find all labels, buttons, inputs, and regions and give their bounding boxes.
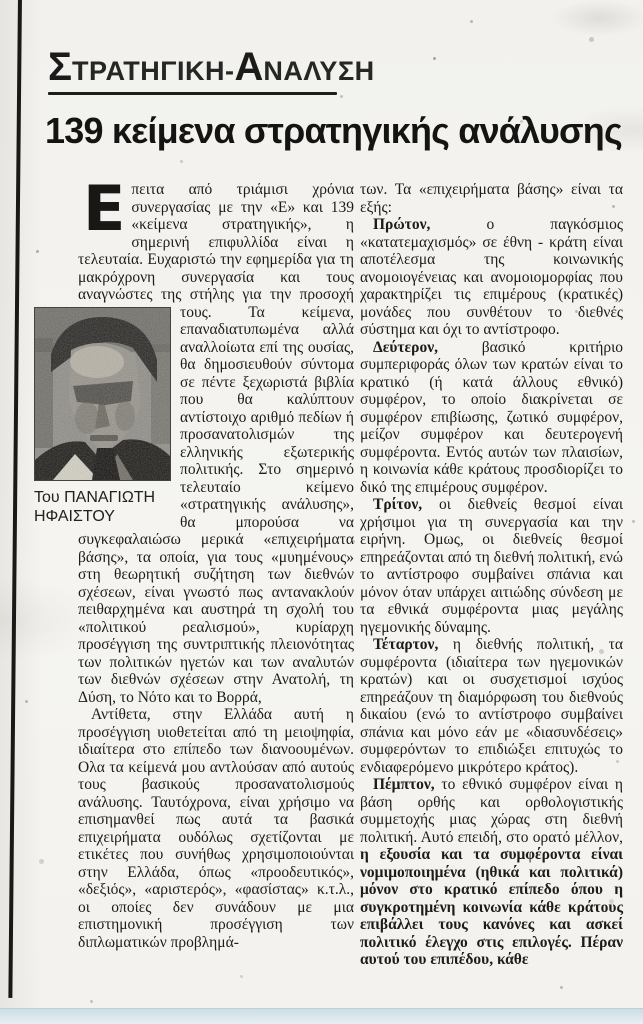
point-text-1: ο παγκόσμιος «κατατεμαχισμός» σε έθνη - κράτη είναι αποτέλεσμα της κοινωνικής ανομοιογένειας και ανομοιομορφίας που χαρακτηρίζει τις επιμέρους (κρατικές) μονάδες που συνθέτουν το διεθνές σύστημα και όχι το αντίστροφο.	[360, 216, 623, 338]
photo-caption-line2: ΗΦΑΙΣΤΟΥ	[34, 507, 115, 525]
section-header-text-2: ΝΑΛΥΣΗ	[263, 56, 375, 86]
paragraph-antitheta: Αντίθετα, στην Ελλάδα αυτή η προσέγγιση υιοθετείται από τη μειοψηφία, ιδιαίτερα στο επίπεδο των διανοουμένων. Ολα τα κείμενά μου αντλούσαν από αυτούς τους βασικούς προσανατολισμούς ανάλυσης. Ταυτόχρονα, είναι χρήσιμο να επισημανθεί πως αυτά τα βασικά επιχειρήματα ουδόλως σχετίζονται με ετικέτες που συνήθως χρησιμοποιούνται στην Ελλάδα, όπως «προοδευτικός», «δεξιός», «αριστερός», «φασίστας» κ.τ.λ., οι οποίες δεν συνάδουν με μια επιστημονική προσέγγιση των διπλωματικών προβλημά-	[78, 706, 354, 951]
column-right	[360, 181, 623, 969]
point-text-5-bold: η εξουσία και τα συμφέροντα είναι νομιμοποιημένα (ηθικά και πολιτικά) μόνον στο κρατικό επίπεδο όπου η συγκροτημένη κοινωνία κάθε κράτους επιβάλλει τους κανόνες και ασκεί πολιτικό έλεγχο στις επιλογές. Πέραν αυτού του επιπέδου, κάθε	[360, 846, 623, 968]
point-lead-5: Πέμπτον,	[373, 776, 435, 793]
lead-paragraph-text-before-photo: πειτα από τριάμισι χρόνια συνεργασίας με την «Ε» και 139 «κείμενα στρατηγικής», η σημερινή επιφυλλίδα είναι η τελευταία. Ευχαριστώ την εφημερίδα για τη μακρόχρονη συνεργασία και τους αναγνώστες της στήλης για την προσοχή	[78, 181, 354, 303]
point-paragraph-3	[360, 496, 623, 636]
left-margin-rule	[8, 0, 22, 998]
point-lead-3: Τρίτον,	[373, 496, 423, 513]
point-lead-2: Δεύτερον,	[373, 338, 438, 356]
point-paragraph-1	[360, 216, 623, 339]
section-header	[48, 45, 623, 95]
lead-paragraph	[34, 172, 354, 706]
point-text-3: οι διεθνείς θεσμοί είναι χρήσιμοι για τη συνεργασία και την ειρήνη. Ομως, οι διεθνείς θεσμοί επηρεάζονται από τη διεθνή πολιτική, ενώ το αντίστροφο συμβαίνει σπάνια και μόνον όταν υπάρχει αιτιώδης σύνδεση με τα εθνικά συμφέροντα μιας μεγάλης ηγεμονικής δύναμης.	[360, 496, 623, 636]
photo-caption-line1: Του ΠΑΝΑΓΙΩΤΗ	[34, 488, 156, 506]
section-header-text-1: ΤΡΑΤΗΓΙΚΗ-	[72, 56, 235, 86]
continuation-paragraph: των. Τα «επιχειρήματα βάσης» είναι τα εξής:	[360, 181, 623, 216]
article-body	[34, 172, 623, 969]
point-paragraph-5	[360, 776, 623, 969]
author-photo-figure	[34, 307, 171, 526]
column-left	[34, 172, 354, 969]
article	[34, 45, 623, 969]
scan-noise	[0, 0, 3, 3]
point-lead-1: Πρώτον,	[373, 216, 431, 233]
point-lead-4: Τέταρτον,	[373, 636, 439, 653]
point-paragraph-2	[360, 339, 623, 497]
lead-paragraph-text-after-photo: τους. Τα κείμενα, επαναδιατυπωμένα αλλά αναλλοίωτα επί της ουσίας, θα δημοσιευθούν σύντομα σε πέντε ξεχωριστά βιβλία που θα καλύπτουν αντίστοιχο αριθμό πεδίων ή προσανατολισμών της ελληνικής εξωτερικής πολιτικής. Στο σημερινό τελευταίο κείμενο «στρατηγικής ανάλυσης», θα μπορούσα να συγκεφαλαιώσω μερικά «επιχειρήματα βάσης», τα οποία, για τους «μυημένους» στη θεωρητική συζήτηση των διεθνών σχέσεων, είναι γνωστό πως αντανακλούν πειθαρχημένα και αυστηρά τη σχολή του «πολιτικού ρεαλισμού», κυρίαρχη προσέγγιση της συντριπτικής πλειονότητας των πολιτικών ηγετών και των αναλυτών των διεθνών σχέσεων στην Ανατολή, τη Δύση, το Νότο και το Βορρά,	[78, 303, 354, 706]
section-header-initial-2: Α	[234, 45, 264, 89]
bottom-scan-strip	[0, 1008, 643, 1024]
point-text-5-normal: το εθνικό συμφέρον είναι η βάση ορθής και ορθολογιστικής συμμετοχής μιας χώρας στη διεθνή πολιτική. Αυτό επειδή, στο ορατό μέλλον,	[360, 776, 623, 846]
section-header-underline	[48, 92, 337, 95]
author-photo	[34, 307, 171, 481]
point-text-2: βασικό κριτήριο συμπεριφοράς όλων των κρατών είναι το κρατικό (ή κατά άλλους εθνικό) συμφέρον, το οποίο διακρίνεται σε συμφέρον επιβίωσης, ζωτικό συμφέρον, μείζον συμφέρον και δευτερογενή συμφέροντα. Εντός αυτών των πλαισίων, η κοινωνία κάθε κράτους προσδιορίζει το δικό της επιμέρους συμφέρον.	[360, 338, 623, 496]
section-header-initial-1: Σ	[48, 45, 73, 89]
drop-cap: Ε	[83, 172, 124, 245]
point-paragraph-4	[360, 636, 623, 776]
point-text-4: η διεθνής πολιτική, τα συμφέροντα (ιδιαίτερα των ηγεμονικών κρατών) και οι συσχετισμοί ισχύος επηρεάζουν τη διαμόρφωση του διεθνούς δικαίου (ενώ το αντίστροφο συμβαίνει σπάνια και μόνο εάν με «διασυνδέσεις» συμφερόντων το επιδιώξει επιτυχώς το ενδιαφερόμενο μικρότερο κράτος).	[360, 636, 623, 776]
headline: 139 κείμενα στρατηγικής ανάλυσης	[45, 110, 622, 151]
